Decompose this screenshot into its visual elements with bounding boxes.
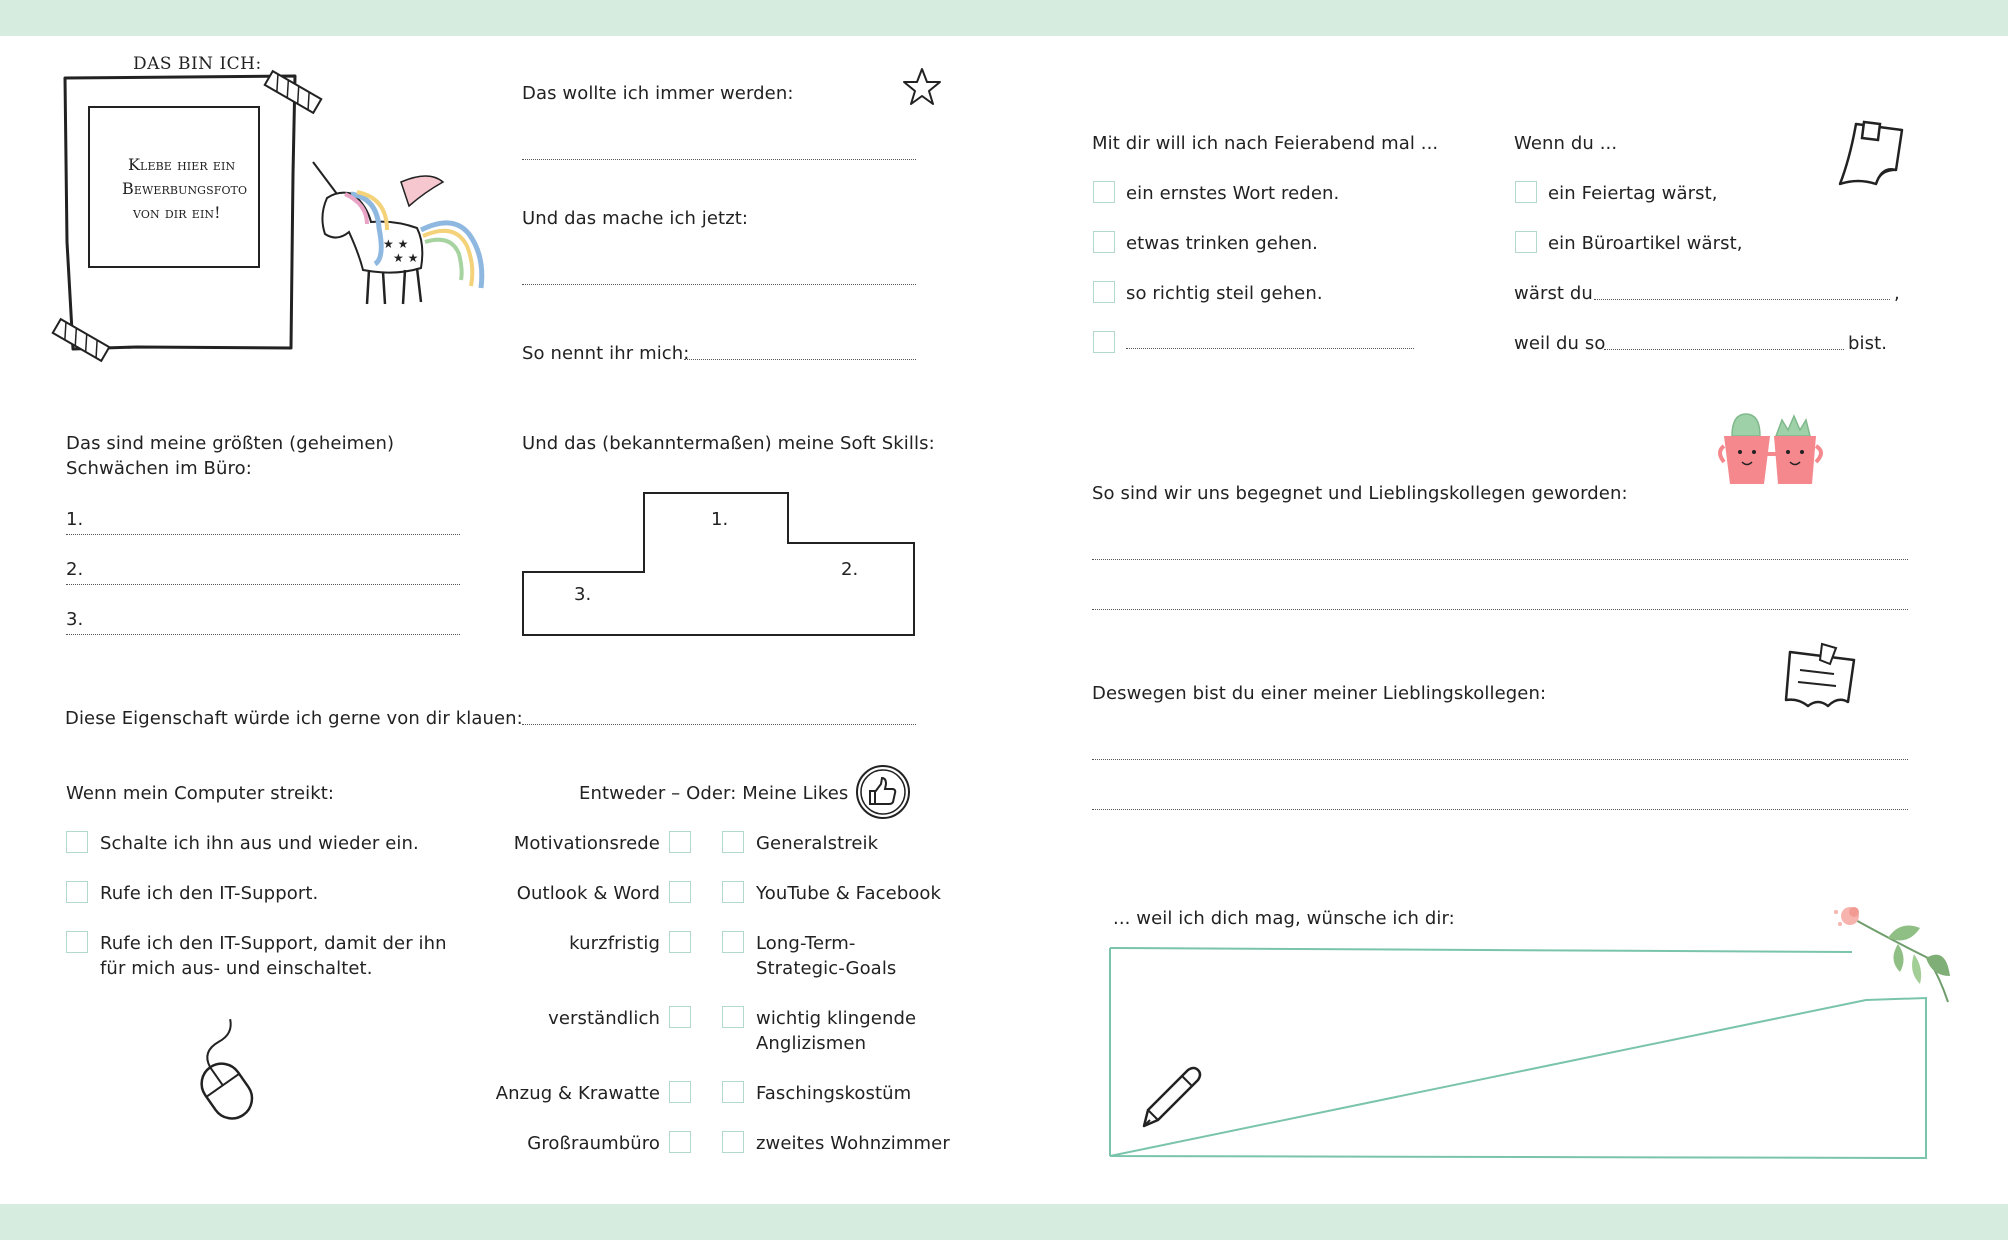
would-be-comma: , [1894,283,1900,304]
like-left-1: Motivationsrede [513,833,660,854]
ifyou-option-2-checkbox[interactable] [1515,231,1537,253]
computer-option-2: Rufe ich den IT-Support. [100,883,319,904]
pencil-icon [1136,1062,1206,1132]
computer-option-1: Schalte ich ihn aus und wieder ein. [100,833,419,854]
would-be-label: wärst du [1514,283,1593,304]
likes-title: Entweder – Oder: Meine Likes [579,783,849,804]
met-line-1[interactable] [1092,559,1908,560]
question-always-wanted: Das wollte ich immer werden: [522,83,794,104]
flower-icon [1828,898,1958,1008]
question-doing-now: Und das mache ich jetzt: [522,208,749,229]
ifyou-option-1-checkbox[interactable] [1515,181,1537,203]
mouse-icon [185,1040,285,1120]
question-nickname: So nennt ihr mich: [522,343,690,364]
computer-option-3-checkbox[interactable] [66,931,88,953]
like-left-6: Großraumbüro [527,1133,660,1154]
because-fav-line-2[interactable] [1092,809,1908,810]
computer-option-1-checkbox[interactable] [66,831,88,853]
like-right-1-checkbox[interactable] [722,831,744,853]
are-label: bist. [1848,333,1888,354]
note-pin-icon [1782,640,1862,710]
weakness-line-3[interactable] [66,634,460,635]
evening-option-4-line[interactable] [1126,348,1414,349]
evening-option-2: etwas trinken gehen. [1126,233,1318,254]
like-right-3-line2: Strategic-Goals [756,958,897,979]
weakness-title-2: Schwächen im Büro: [66,458,252,479]
like-right-1: Generalstreik [756,833,879,854]
svg-text:★ ★: ★ ★ [383,237,409,251]
ifyou-title: Wenn du ... [1514,133,1618,154]
steal-answer-line[interactable] [522,724,916,725]
like-right-4-line1: wichtig klingende [756,1008,917,1029]
like-left-3: kurzfristig [569,933,660,954]
because-fav-line-1[interactable] [1092,759,1908,760]
podium-place-3: 3. [574,584,592,605]
evening-option-1: ein ernstes Wort reden. [1126,183,1340,204]
weakness-line-1[interactable] [66,534,460,535]
ifyou-option-1: ein Feiertag wärst, [1548,183,1718,204]
like-left-6-checkbox[interactable] [669,1131,691,1153]
because-label: weil du so [1514,333,1606,354]
answer-line-now[interactable] [522,284,916,285]
evening-option-2-checkbox[interactable] [1093,231,1115,253]
weakness-num-2: 2. [66,559,84,580]
top-band [0,0,2008,36]
photo-title: DAS BIN ICH: [133,54,262,74]
photo-hint-3: von dir ein! [133,203,221,222]
like-right-4-line2: Anglizismen [756,1033,867,1054]
computer-option-3-line1: Rufe ich den IT-Support, damit der ihn [100,933,447,954]
because-fav-question: Deswegen bist du einer meiner Lieblingskollegen: [1092,683,1547,704]
answer-line-nickname[interactable] [684,359,916,360]
met-line-2[interactable] [1092,609,1908,610]
podium-place-2: 2. [841,559,859,580]
evening-option-3: so richtig steil gehen. [1126,283,1323,304]
cactus-pots-icon [1716,410,1836,500]
computer-option-3-line2: für mich aus- und einschaltet. [100,958,373,979]
softskills-title: Und das (bekanntermaßen) meine Soft Skills: [522,433,935,454]
evening-option-1-checkbox[interactable] [1093,181,1115,203]
thumbs-up-icon [855,764,911,820]
photo-hint-2: Bewerbungsfoto [122,179,248,198]
like-right-5-checkbox[interactable] [722,1081,744,1103]
evening-title: Mit dir will ich nach Feierabend mal ... [1092,133,1439,154]
like-right-4-checkbox[interactable] [722,1006,744,1028]
like-left-3-checkbox[interactable] [669,931,691,953]
like-right-5: Faschingskostüm [756,1083,912,1104]
steal-question: Diese Eigenschaft würde ich gerne von dir klauen: [65,708,523,729]
bottom-band [0,1204,2008,1240]
weakness-num-1: 1. [66,509,84,530]
star-icon [902,67,942,107]
wish-question: ... weil ich dich mag, wünsche ich dir: [1113,908,1455,929]
evening-option-4-checkbox[interactable] [1093,331,1115,353]
like-right-3-line1: Long-Term- [756,933,856,954]
met-question: So sind wir uns begegnet und Lieblingskollegen geworden: [1092,483,1628,504]
like-right-2: YouTube & Facebook [756,883,942,904]
evening-option-3-checkbox[interactable] [1093,281,1115,303]
computer-title: Wenn mein Computer streikt: [66,783,335,804]
like-right-6-checkbox[interactable] [722,1131,744,1153]
like-left-5: Anzug & Krawatte [495,1083,660,1104]
like-right-3-checkbox[interactable] [722,931,744,953]
like-left-4: verständlich [548,1008,660,1029]
like-left-1-checkbox[interactable] [669,831,691,853]
ifyou-option-2: ein Büroartikel wärst, [1548,233,1743,254]
weakness-line-2[interactable] [66,584,460,585]
photo-hint-1: Klebe hier ein [128,155,236,174]
like-right-2-checkbox[interactable] [722,881,744,903]
would-be-line[interactable] [1594,299,1890,300]
sticky-note-icon [1836,118,1908,194]
because-line[interactable] [1604,349,1844,350]
like-left-4-checkbox[interactable] [669,1006,691,1028]
weakness-title-1: Das sind meine größten (geheimen) [66,433,395,454]
unicorn-icon [305,158,495,318]
computer-option-2-checkbox[interactable] [66,881,88,903]
weakness-num-3: 3. [66,609,84,630]
like-left-5-checkbox[interactable] [669,1081,691,1103]
like-left-2-checkbox[interactable] [669,881,691,903]
svg-text:★ ★: ★ ★ [393,251,419,265]
podium-place-1: 1. [711,509,729,530]
wish-frame[interactable] [1108,944,1928,1164]
like-left-2: Outlook & Word [516,883,660,904]
answer-line-always[interactable] [522,159,916,160]
like-right-6: zweites Wohnzimmer [756,1133,950,1154]
